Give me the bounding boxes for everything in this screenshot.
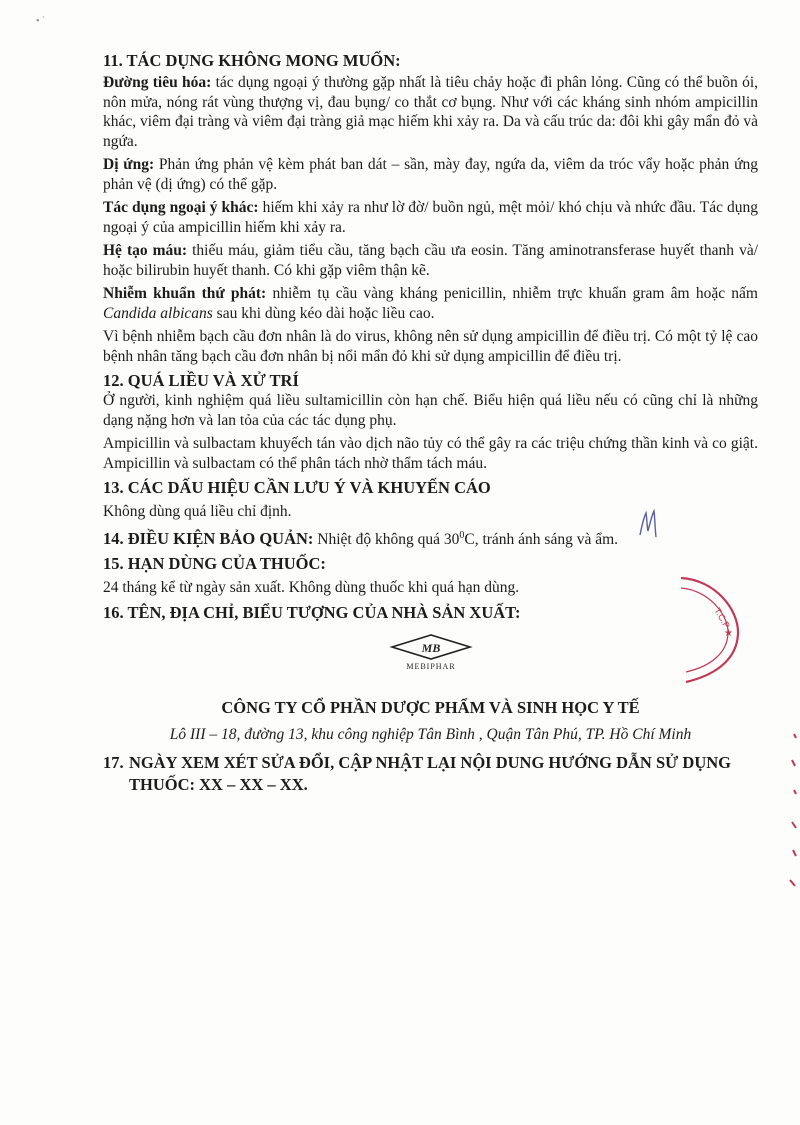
digestive-label: Đường tiêu hóa: — [103, 74, 212, 91]
storage-text-after: C, tránh ánh sáng và ẩm. — [464, 530, 619, 548]
other-effects-paragraph — [103, 198, 758, 237]
shelf-life-paragraph: 24 tháng kể từ ngày sản xuất. Không dùng thuốc khi quá hạn dùng. — [103, 579, 520, 597]
infection-label: Nhiễm khuẩn thứ phát: — [103, 285, 267, 302]
section-16-heading: 16. TÊN, ĐỊA CHỈ, BIỂU TƯỢNG CỦA NHÀ SẢN XUẤT: — [103, 602, 521, 622]
infection-organism: Candida albicans — [103, 304, 213, 322]
edge-stamp-fragment — [780, 730, 798, 890]
infection-text-2: sau khi dùng kéo dài hoặc liều cao. — [212, 304, 435, 322]
scan-speck: • ` — [36, 16, 46, 27]
digestive-paragraph — [103, 73, 758, 151]
document-page — [103, 50, 758, 796]
section-13-heading: 13. CÁC DẤU HIỆU CẦN LƯU Ý VÀ KHUYẾN CÁO — [103, 478, 491, 497]
blood-text: thiếu máu, giảm tiểu cầu, tăng bạch cầu ưa eosin. Tăng aminotransferase huyết thanh và/ hoặc bilirubin huyết thanh. Có khi gặp viêm thận kẽ. — [103, 242, 758, 279]
blood-paragraph — [103, 241, 758, 280]
allergy-label: Dị ứng: — [103, 156, 155, 173]
infection-text-1: nhiễm tụ cầu vàng kháng penicillin, nhiễm trực khuẩn gram âm hoặc nấm — [266, 285, 758, 302]
section-17-number: 17. — [103, 752, 124, 772]
infection-paragraph — [103, 284, 758, 323]
degree-superscript: 0 — [459, 529, 465, 541]
stamp-text: T.C.P — [712, 606, 732, 631]
blood-label: Hệ tạo máu: — [103, 242, 188, 259]
signature-mark — [636, 505, 662, 543]
section-17-text: NGÀY XEM XÉT SỬA ĐỔI, CẬP NHẬT LẠI NỘI DUNG HƯỚNG DẪN SỬ DỤNG THUỐC: XX – XX – XX. — [129, 752, 731, 794]
logo-mark: MB — [421, 640, 440, 655]
section-15-heading: 15. HẠN DÙNG CỦA THUỐC: — [103, 554, 326, 574]
overdose-paragraph-2: Ampicillin và sulbactam khuyếch tán vào dịch não tủy có thể gây ra các triệu chứng thần kinh và co giật. Ampicillin và sulbactam có thể phân tách nhờ thẩm tách máu. — [103, 435, 758, 472]
logo-name: MEBIPHAR — [405, 661, 456, 671]
section-12-heading: 12. QUÁ LIỀU VÀ XỬ TRÍ — [103, 371, 299, 390]
company-stamp — [676, 570, 746, 690]
company-address: Lô III – 18, đường 13, khu công nghiệp Tân Bình , Quận Tân Phú, TP. Hồ Chí Minh — [169, 725, 692, 743]
section-11-heading: 11. TÁC DỤNG KHÔNG MONG MUỐN: — [103, 51, 401, 70]
mebiphar-logo — [386, 633, 476, 678]
allergy-text: Phản ứng phản vệ kèm phát ban dát – sần, mày đay, ngứa da, viêm da tróc vẩy hoặc phản ứng phản vệ (dị ứng) có thể gặp. — [103, 156, 758, 193]
manufacturer-logo-wrap — [103, 633, 758, 678]
storage-text-before: Nhiệt độ không quá 30 — [313, 530, 460, 548]
other-effects-label: Tác dụng ngoại ý khác: — [103, 199, 259, 216]
overdose-paragraph-1: Ở người, kinh nghiệm quá liều sultamicillin còn hạn chế. Biểu hiện quá liều nếu có cũng chỉ là những dạng nặng hơn và lan tỏa của các tác dụng phụ. — [103, 392, 758, 429]
other-effects-text: hiếm khi xảy ra như lờ đờ/ buồn ngủ, mệt mỏi/ khó chịu và nhức đầu. Tác dụng ngoại ý của ampicillin hiếm khi xảy ra. — [103, 199, 758, 236]
mebiphar-logo-icon — [386, 633, 476, 673]
company-name: CÔNG TY CỔ PHẦN DƯỢC PHẨM VÀ SINH HỌC Y TẾ — [221, 697, 640, 717]
mononucleosis-paragraph: Vì bệnh nhiễm bạch cầu đơn nhân là do virus, không nên sử dụng ampicillin để điều trị. Có một tỷ lệ cao bệnh nhân tăng bạch cầu đơn nhân bị nổi mẩn đỏ khi sử dụng ampicillin để điều trị. — [103, 328, 758, 365]
section-14-heading: 14. ĐIỀU KIỆN BẢO QUẢN: — [103, 528, 314, 548]
allergy-paragraph — [103, 155, 758, 194]
stamp-star-icon: ★ — [724, 628, 733, 639]
section-17-heading — [103, 752, 758, 796]
warning-paragraph: Không dùng quá liều chỉ định. — [103, 503, 292, 520]
digestive-text: tác dụng ngoại ý thường gặp nhất là tiêu chảy hoặc đi phân lỏng. Cũng có thể buồn ói, nôn mửa, nóng rát vùng thượng vị, đau bụng/ co thắt cơ bụng. Như với các kháng sinh nhóm ampicillin khác, viêm đại tràng và viêm đại tràng giả mạc hiếm khi xảy ra. Da và cấu trúc da: đôi khi gây mẩn đỏ và ngứa. — [103, 74, 759, 150]
